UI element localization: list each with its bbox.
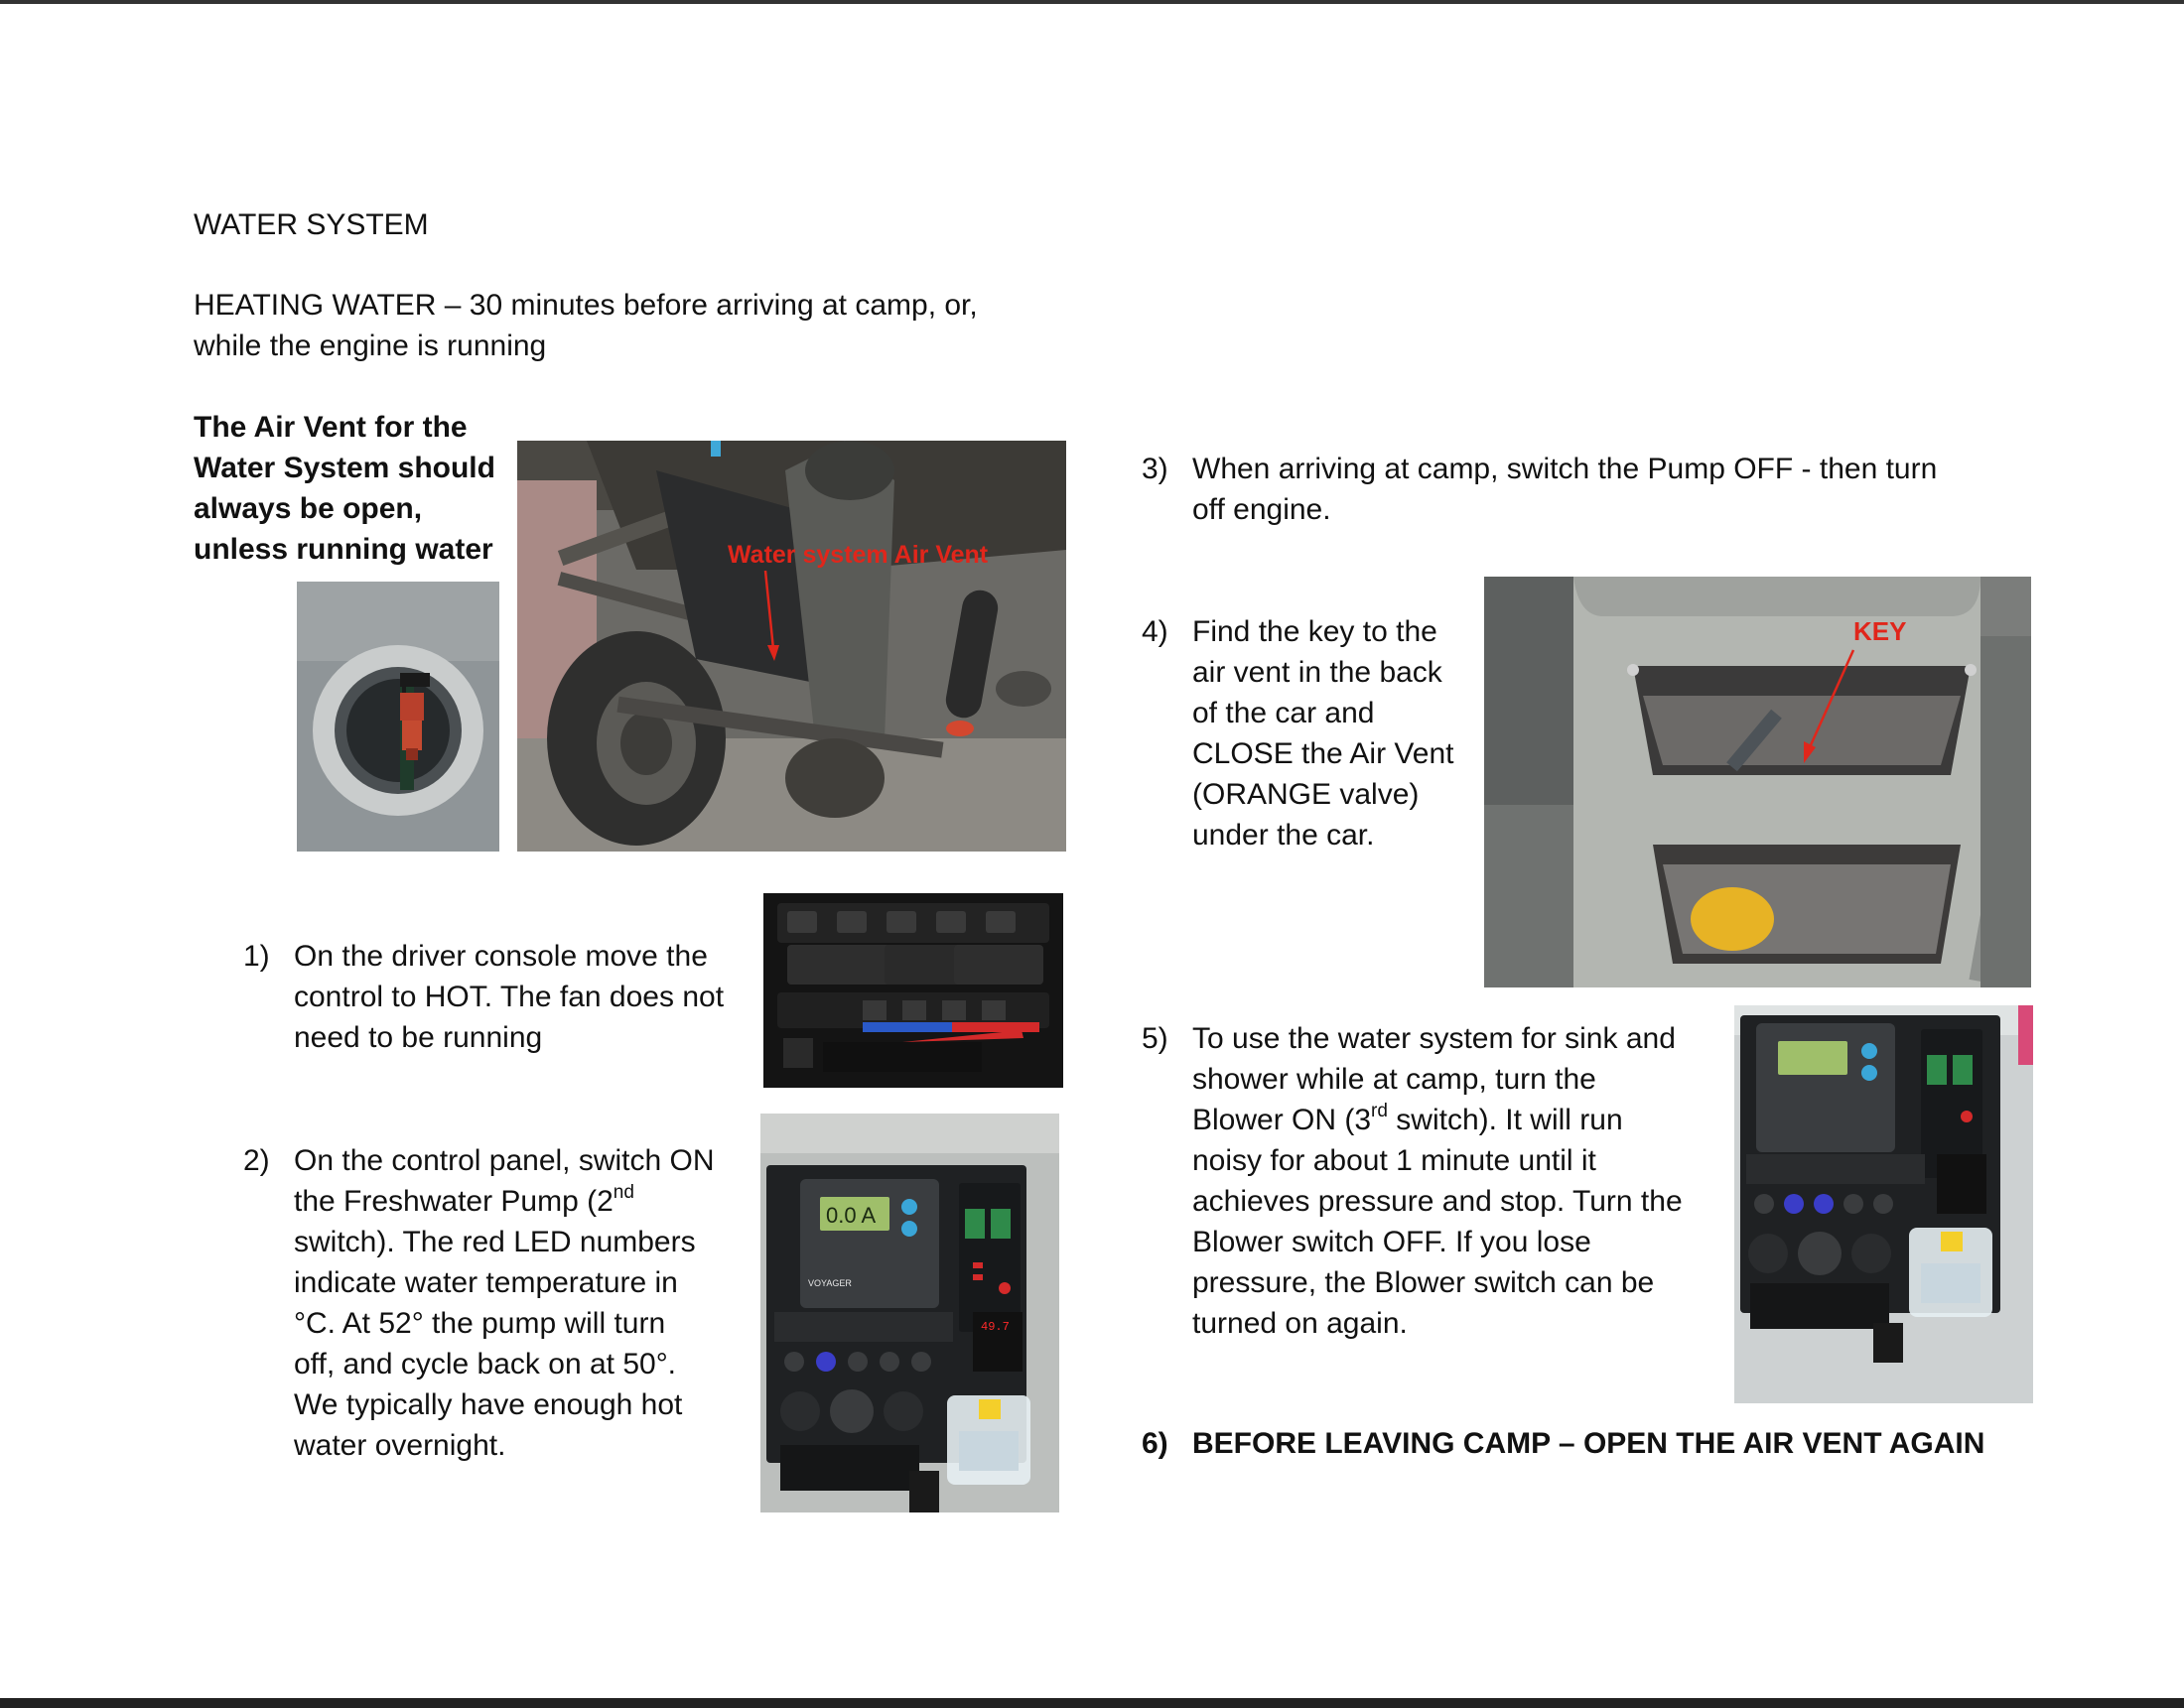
step-1-line: control to HOT. The fan does not xyxy=(294,981,725,1013)
heating-line-1: HEATING WATER – 30 minutes before arriving at camp, or, xyxy=(194,289,978,322)
step-4-line: air vent in the back xyxy=(1192,656,1442,689)
step-2-line: We typically have enough hot xyxy=(294,1388,683,1421)
air-vent-note-line: unless running water xyxy=(194,533,493,566)
undercarriage-photo xyxy=(517,441,1066,852)
step-5-line: achieves pressure and stop. Turn the xyxy=(1192,1185,1683,1218)
step-6-text: BEFORE LEAVING CAMP – OPEN THE AIR VENT AGAIN xyxy=(1192,1427,1985,1460)
step-2-line: On the control panel, switch ON xyxy=(294,1144,715,1177)
top-border xyxy=(0,0,2184,4)
step-5-line: pressure, the Blower switch can be xyxy=(1192,1266,1655,1299)
step-1-line: On the driver console move the xyxy=(294,940,708,973)
step-4-number: 4) xyxy=(1142,615,1168,648)
control-panel-photo-2 xyxy=(1734,1005,2033,1403)
step-5-line-text: switch). It will run xyxy=(1387,1104,1623,1136)
heating-line-2: while the engine is running xyxy=(194,329,547,362)
step-3-number: 3) xyxy=(1142,453,1168,485)
step-2-number: 2) xyxy=(243,1144,270,1177)
step-1-line: need to be running xyxy=(294,1021,543,1054)
step-2-line: indicate water temperature in xyxy=(294,1266,678,1299)
step-1-text xyxy=(294,936,724,1058)
panel-brand: VOYAGER xyxy=(808,1278,852,1288)
step-4-text xyxy=(1192,611,1453,855)
step-5-line: Blower switch OFF. If you lose xyxy=(1192,1226,1591,1258)
step-4-line: under the car. xyxy=(1192,819,1375,852)
air-vent-note-line: Water System should xyxy=(194,452,495,484)
panel-display-reading: 0.0 A xyxy=(826,1203,877,1228)
ordinal-suffix: rd xyxy=(1371,1101,1388,1121)
step-4-line: of the car and xyxy=(1192,697,1375,729)
key-label: KEY xyxy=(1853,616,1907,646)
driver-console-photo xyxy=(763,893,1063,1088)
valve-closeup-photo xyxy=(297,582,499,852)
step-2-line: °C. At 52° the pump will turn xyxy=(294,1307,666,1340)
control-panel-photo xyxy=(760,1114,1059,1512)
ordinal-suffix: nd xyxy=(613,1182,634,1203)
air-vent-note-line: The Air Vent for the xyxy=(194,411,468,444)
step-1-number: 1) xyxy=(243,940,270,973)
step-3-line: off engine. xyxy=(1192,493,1331,526)
step-5-text xyxy=(1192,1018,1683,1344)
step-2-text xyxy=(294,1140,715,1466)
step-2-line: water overnight. xyxy=(294,1429,506,1462)
step-2-line: off, and cycle back on at 50°. xyxy=(294,1348,677,1380)
step-5-line xyxy=(1192,1100,1683,1140)
bottom-border xyxy=(0,1698,2184,1708)
step-3-line: When arriving at camp, switch the Pump OFF - then turn xyxy=(1192,453,1938,485)
step-6-number: 6) xyxy=(1142,1427,1168,1460)
step-2-line xyxy=(294,1181,715,1222)
step-4-line: CLOSE the Air Vent xyxy=(1192,737,1454,770)
step-4-line: (ORANGE valve) xyxy=(1192,778,1420,811)
step-5-line: turned on again. xyxy=(1192,1307,1408,1340)
air-vent-note xyxy=(194,407,495,570)
step-5-number: 5) xyxy=(1142,1022,1168,1055)
step-5-line: shower while at camp, turn the xyxy=(1192,1063,1596,1096)
step-3-text xyxy=(1192,449,1937,530)
step-5-line: To use the water system for sink and xyxy=(1192,1022,1676,1055)
step-2-line: switch). The red LED numbers xyxy=(294,1226,696,1258)
air-vent-label: Water system Air Vent xyxy=(728,541,989,569)
step-4-line: Find the key to the xyxy=(1192,615,1437,648)
air-vent-note-line: always be open, xyxy=(194,492,423,525)
key-pouch-photo xyxy=(1484,577,2031,987)
step-2-line-text: the Freshwater Pump (2 xyxy=(294,1185,614,1218)
section-title: WATER SYSTEM xyxy=(194,208,429,241)
step-5-line: noisy for about 1 minute until it xyxy=(1192,1144,1596,1177)
led-temperature: 49.7 xyxy=(981,1320,1010,1334)
step-5-line-text: Blower ON (3 xyxy=(1192,1104,1372,1136)
